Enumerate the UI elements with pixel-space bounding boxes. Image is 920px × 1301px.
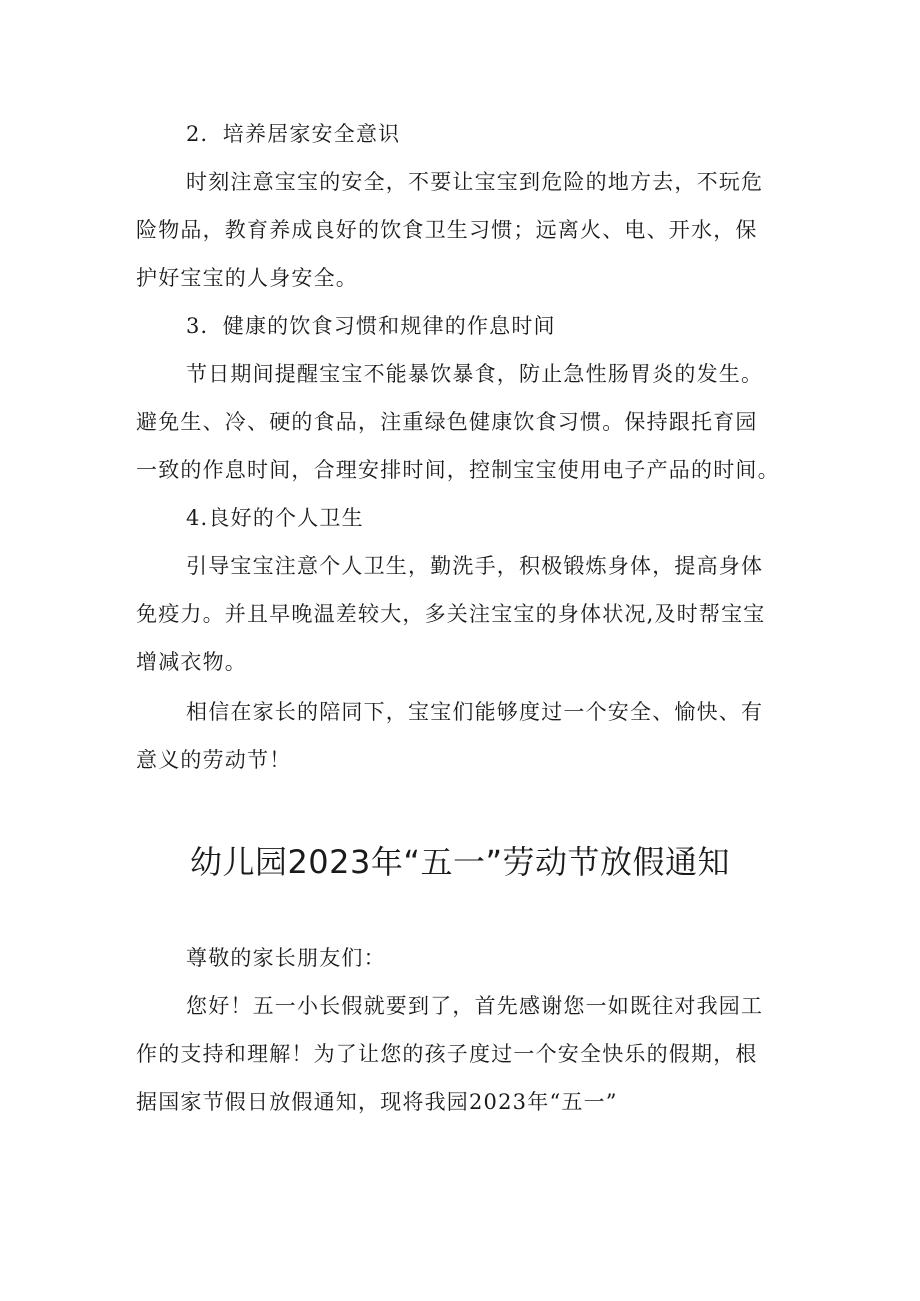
paragraph-line: 节日期间提醒宝宝不能暴饮暴食，防止急性肠胃炎的发生。 [186, 362, 764, 386]
paragraph-line: 险物品，教育养成良好的饮食卫生习惯；远离火、电、开水，保 [136, 218, 758, 242]
paragraph-line: 一致的作息时间，合理安排时间，控制宝宝使用电子产品的时间。 [136, 458, 780, 482]
paragraph-line: 引导宝宝注意个人卫生，勤洗手，积极锻炼身体，提高身体 [186, 554, 764, 578]
section-heading-2: 2．培养居家安全意识 [186, 122, 401, 146]
paragraph-line: 免疫力。并且早晚温差较大，多关注宝宝的身体状况,及时帮宝宝 [136, 602, 766, 626]
notice-title: 幼儿园2023年“五一”劳动节放假通知 [189, 843, 731, 881]
paragraph-line: 作的支持和理解！为了让您的孩子度过一个安全快乐的假期，根 [136, 1042, 758, 1066]
paragraph-line: 您好！五一小长假就要到了，首先感谢您一如既往对我园工 [186, 994, 764, 1018]
closing-line: 相信在家长的陪同下，宝宝们能够度过一个安全、愉快、有 [186, 700, 764, 724]
section-heading-4: 4.良好的个人卫生 [186, 506, 364, 530]
section-heading-3: 3．健康的饮食习惯和规律的作息时间 [186, 314, 556, 338]
paragraph-line: 时刻注意宝宝的安全，不要让宝宝到危险的地方去，不玩危 [186, 170, 764, 194]
paragraph-line: 增减衣物。 [136, 650, 247, 674]
closing-line: 意义的劳动节！ [136, 748, 292, 772]
paragraph-line: 护好宝宝的人身安全。 [136, 266, 358, 290]
paragraph-line: 避免生、冷、硬的食品，注重绿色健康饮食习惯。保持跟托育园 [136, 410, 758, 434]
salutation: 尊敬的家长朋友们： [186, 946, 386, 970]
paragraph-line: 据国家节假日放假通知，现将我园2023年“五一” [136, 1090, 618, 1114]
